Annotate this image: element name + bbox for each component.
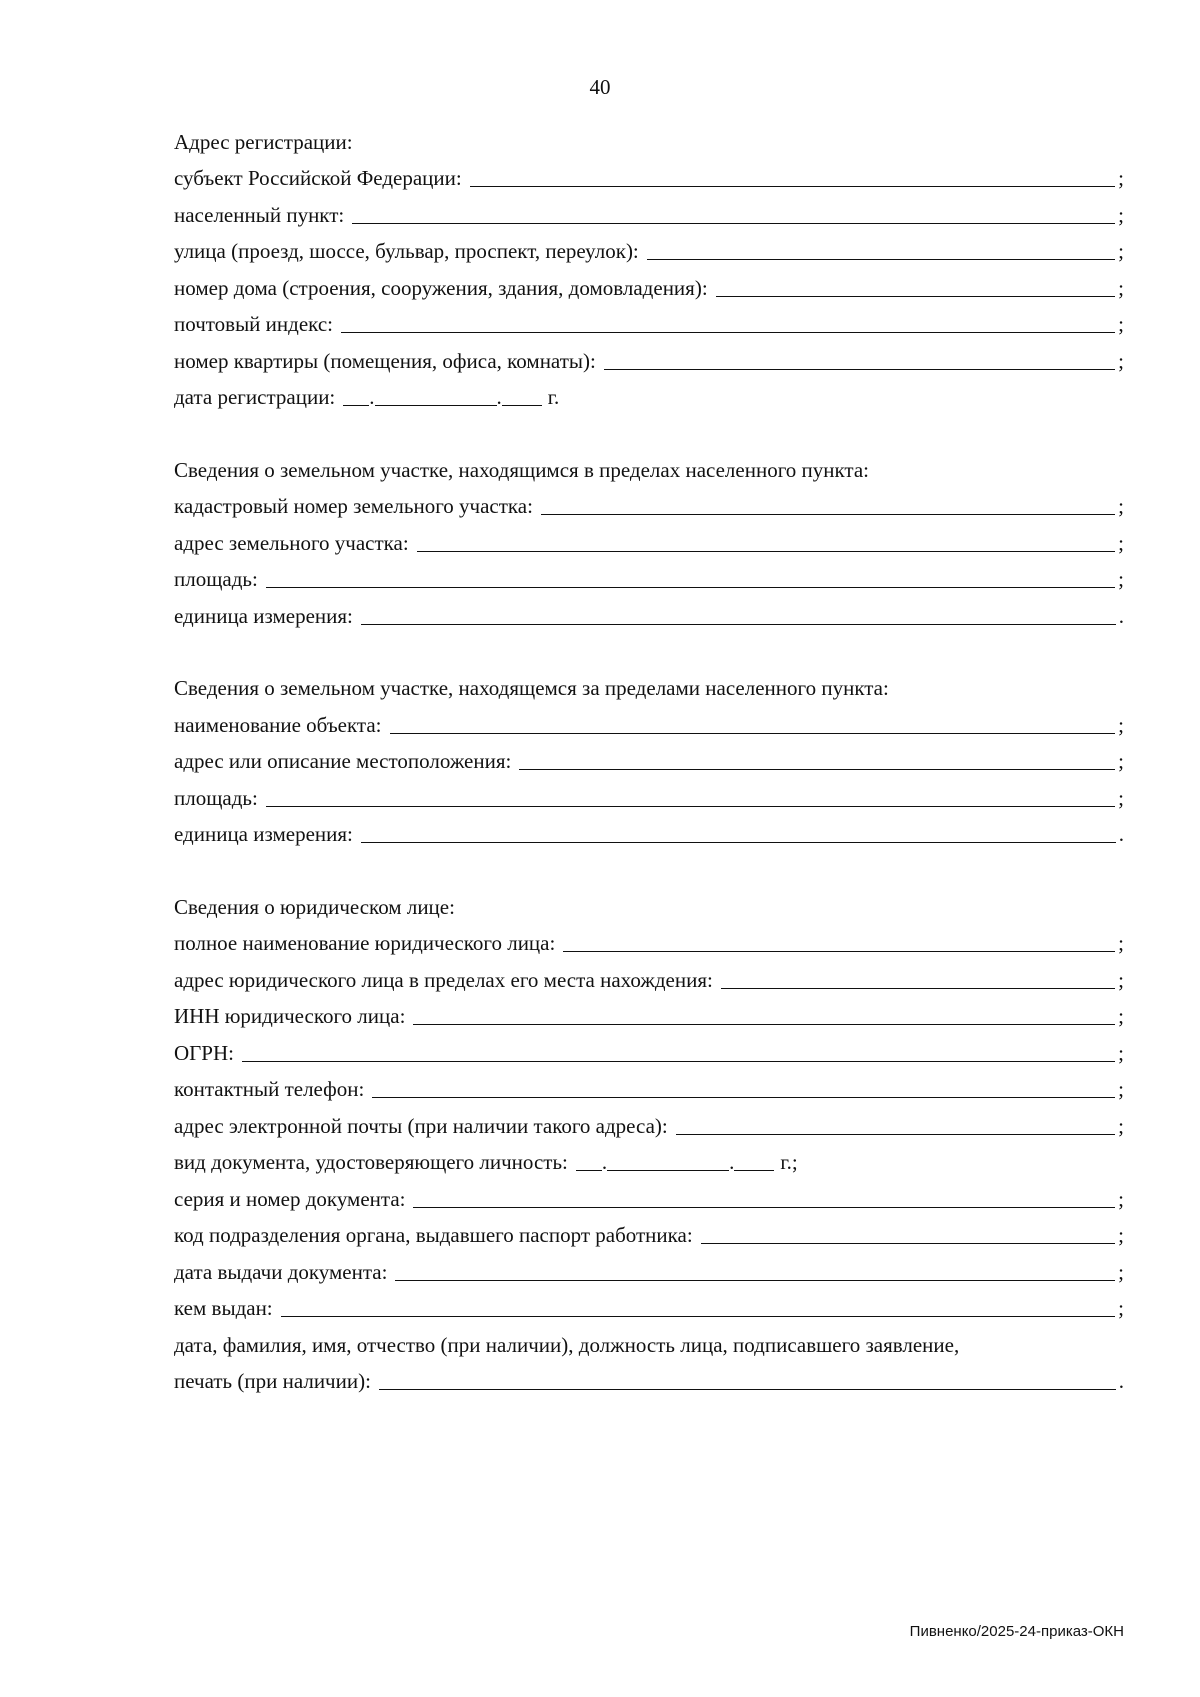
field-label: кадастровый номер земельного участка: [174, 494, 533, 518]
field-label: улица (проезд, шоссе, бульвар, проспект, переулок): [174, 239, 639, 263]
month-blank[interactable] [375, 404, 497, 406]
heading-text: Сведения о земельном участке, находящемся за пределами населенного пункта: [174, 676, 889, 700]
field-area [174, 560, 1124, 597]
field-end-mark: ; [1118, 202, 1124, 227]
field-seal [174, 1362, 1124, 1399]
fill-in-blank[interactable] [417, 550, 1115, 552]
signature-line [174, 1325, 1124, 1362]
fill-in-blank[interactable] [563, 950, 1115, 952]
field-end-mark: ; [1118, 1223, 1124, 1247]
field-end-mark: ; [1118, 166, 1124, 190]
section-land-plot-outside [174, 669, 1124, 852]
fill-in-blank[interactable] [266, 805, 1115, 807]
day-blank[interactable] [576, 1169, 602, 1171]
fill-in-blank[interactable] [372, 1096, 1115, 1098]
field-apartment [174, 341, 1124, 378]
field-object-name [174, 705, 1124, 742]
field-house-number [174, 268, 1124, 305]
field-label: контактный телефон: [174, 1077, 365, 1101]
field-document-series-number [174, 1179, 1124, 1216]
field-label: кем выдан: [174, 1296, 273, 1320]
fill-in-blank[interactable] [266, 586, 1115, 588]
fill-in-blank[interactable] [470, 185, 1115, 187]
fill-in-blank[interactable] [541, 513, 1115, 515]
section-gap [174, 633, 1124, 669]
field-end-mark: ; [1118, 1186, 1124, 1211]
section-heading [174, 450, 1124, 487]
field-department-code [174, 1216, 1124, 1253]
field-end-mark: ; [1118, 530, 1124, 555]
field-end-mark: . [1118, 603, 1124, 628]
section-registration-address [174, 122, 1124, 414]
field-label: населенный пункт: [174, 202, 345, 227]
field-end-mark: ; [1118, 1113, 1124, 1138]
field-end-mark: ; [1118, 348, 1124, 373]
heading-text: Адрес регистрации: [174, 129, 353, 154]
field-label: ИНН юридического лица: [174, 1004, 406, 1028]
field-full-name [174, 924, 1124, 961]
fill-in-blank[interactable] [647, 258, 1115, 260]
fill-in-blank[interactable] [390, 732, 1116, 734]
field-label: номер дома (строения, сооружения, здания, домовладения): [174, 275, 708, 300]
field-end-mark: ; [1118, 967, 1124, 992]
field-end-mark: ; [1118, 1077, 1124, 1101]
fill-in-blank[interactable] [281, 1315, 1116, 1317]
field-email [174, 1106, 1124, 1143]
section-gap [174, 851, 1124, 887]
field-legal-address [174, 960, 1124, 997]
fill-in-blank[interactable] [604, 368, 1115, 370]
field-inn [174, 997, 1124, 1034]
field-label: ОГРН: [174, 1040, 234, 1065]
field-end-mark: ; [1118, 931, 1124, 955]
fill-in-blank[interactable] [361, 623, 1116, 625]
fill-in-blank[interactable] [352, 222, 1115, 224]
field-label: дата выдачи документа: [174, 1259, 388, 1284]
field-unit [174, 815, 1124, 852]
section-heading [174, 669, 1124, 706]
field-label: номер квартиры (помещения, офиса, комнаты): [174, 348, 596, 373]
date-separator: . [496, 385, 502, 409]
field-label: субъект Российской Федерации: [174, 166, 462, 190]
fill-in-blank[interactable] [242, 1060, 1115, 1062]
day-blank[interactable] [343, 404, 369, 406]
signature-text: дата, фамилия, имя, отчество (при наличии), должность лица, подписавшего заявление, [174, 1332, 960, 1357]
section-heading [174, 887, 1124, 924]
field-area [174, 778, 1124, 815]
fill-in-blank[interactable] [676, 1133, 1115, 1135]
field-street [174, 232, 1124, 269]
fill-in-blank[interactable] [341, 331, 1115, 333]
fill-in-blank[interactable] [413, 1206, 1115, 1208]
field-label: адрес или описание местоположения: [174, 749, 512, 773]
section-gap [174, 414, 1124, 450]
field-end-mark: ; [1118, 494, 1124, 518]
year-suffix: г.; [780, 1150, 798, 1174]
field-postal-code [174, 305, 1124, 342]
field-label: площадь: [174, 567, 258, 591]
field-location [174, 742, 1124, 779]
field-end-mark: . [1118, 822, 1124, 846]
section-heading [174, 122, 1124, 159]
field-end-mark: . [1118, 1369, 1124, 1393]
year-blank[interactable] [734, 1169, 774, 1171]
field-unit [174, 596, 1124, 633]
field-subject-rf [174, 159, 1124, 196]
field-label: дата регистрации: [174, 385, 336, 409]
field-end-mark: ; [1118, 1259, 1124, 1284]
field-label: полное наименование юридического лица: [174, 931, 556, 955]
form-content [174, 122, 1124, 1398]
field-phone [174, 1070, 1124, 1107]
field-end-mark: ; [1118, 275, 1124, 300]
section-legal-entity [174, 887, 1124, 1398]
field-label: единица измерения: [174, 822, 353, 846]
field-end-mark: ; [1118, 785, 1124, 810]
field-cadastral-number [174, 487, 1124, 524]
field-label: вид документа, удостоверяющего личность: [174, 1150, 568, 1174]
field-label: единица измерения: [174, 603, 353, 628]
month-blank[interactable] [607, 1169, 729, 1171]
field-plot-address [174, 523, 1124, 560]
document-footer: Пивненко/2025-24-приказ-ОКН [909, 1623, 1124, 1640]
fill-in-blank[interactable] [519, 768, 1115, 770]
field-end-mark: ; [1118, 1296, 1124, 1320]
page-number: 40 [589, 75, 611, 99]
date-separator: . [601, 1150, 608, 1174]
field-end-mark: ; [1118, 1004, 1124, 1028]
field-id-document-type [174, 1143, 1124, 1180]
field-issued-by [174, 1289, 1124, 1326]
fill-in-blank[interactable] [701, 1242, 1115, 1244]
field-label: почтовый индекс: [174, 312, 333, 336]
section-land-plot-inside [174, 450, 1124, 633]
field-label: адрес юридического лица в пределах его места нахождения: [174, 967, 713, 992]
field-label: печать (при наличии): [174, 1369, 371, 1393]
heading-text: Сведения о земельном участке, находящимся в пределах населенного пункта: [174, 457, 870, 482]
field-locality [174, 195, 1124, 232]
field-issue-date [174, 1252, 1124, 1289]
fill-in-blank[interactable] [413, 1023, 1115, 1025]
date-separator: . [729, 1150, 735, 1174]
fill-in-blank[interactable] [361, 841, 1116, 843]
field-end-mark: ; [1118, 312, 1124, 336]
field-ogrn [174, 1033, 1124, 1070]
field-label: наименование объекта: [174, 712, 382, 737]
fill-in-blank[interactable] [379, 1388, 1116, 1390]
field-label: код подразделения органа, выдавшего паспорт работника: [174, 1223, 693, 1247]
field-end-mark: ; [1118, 712, 1124, 737]
field-registration-date [174, 378, 1124, 415]
fill-in-blank[interactable] [721, 987, 1115, 989]
fill-in-blank[interactable] [716, 295, 1116, 297]
year-blank[interactable] [502, 404, 542, 406]
field-label: площадь: [174, 785, 258, 810]
field-end-mark: ; [1118, 749, 1124, 773]
field-label: адрес электронной почты (при наличии такого адреса): [174, 1113, 668, 1138]
field-label: серия и номер документа: [174, 1186, 406, 1211]
field-end-mark: ; [1118, 1040, 1124, 1065]
field-label: адрес земельного участка: [174, 530, 409, 555]
year-suffix: г. [547, 385, 560, 409]
fill-in-blank[interactable] [395, 1279, 1115, 1281]
field-end-mark: ; [1118, 239, 1124, 263]
field-end-mark: ; [1118, 567, 1124, 591]
heading-text: Сведения о юридическом лице: [174, 894, 455, 919]
date-separator: . [369, 385, 375, 409]
